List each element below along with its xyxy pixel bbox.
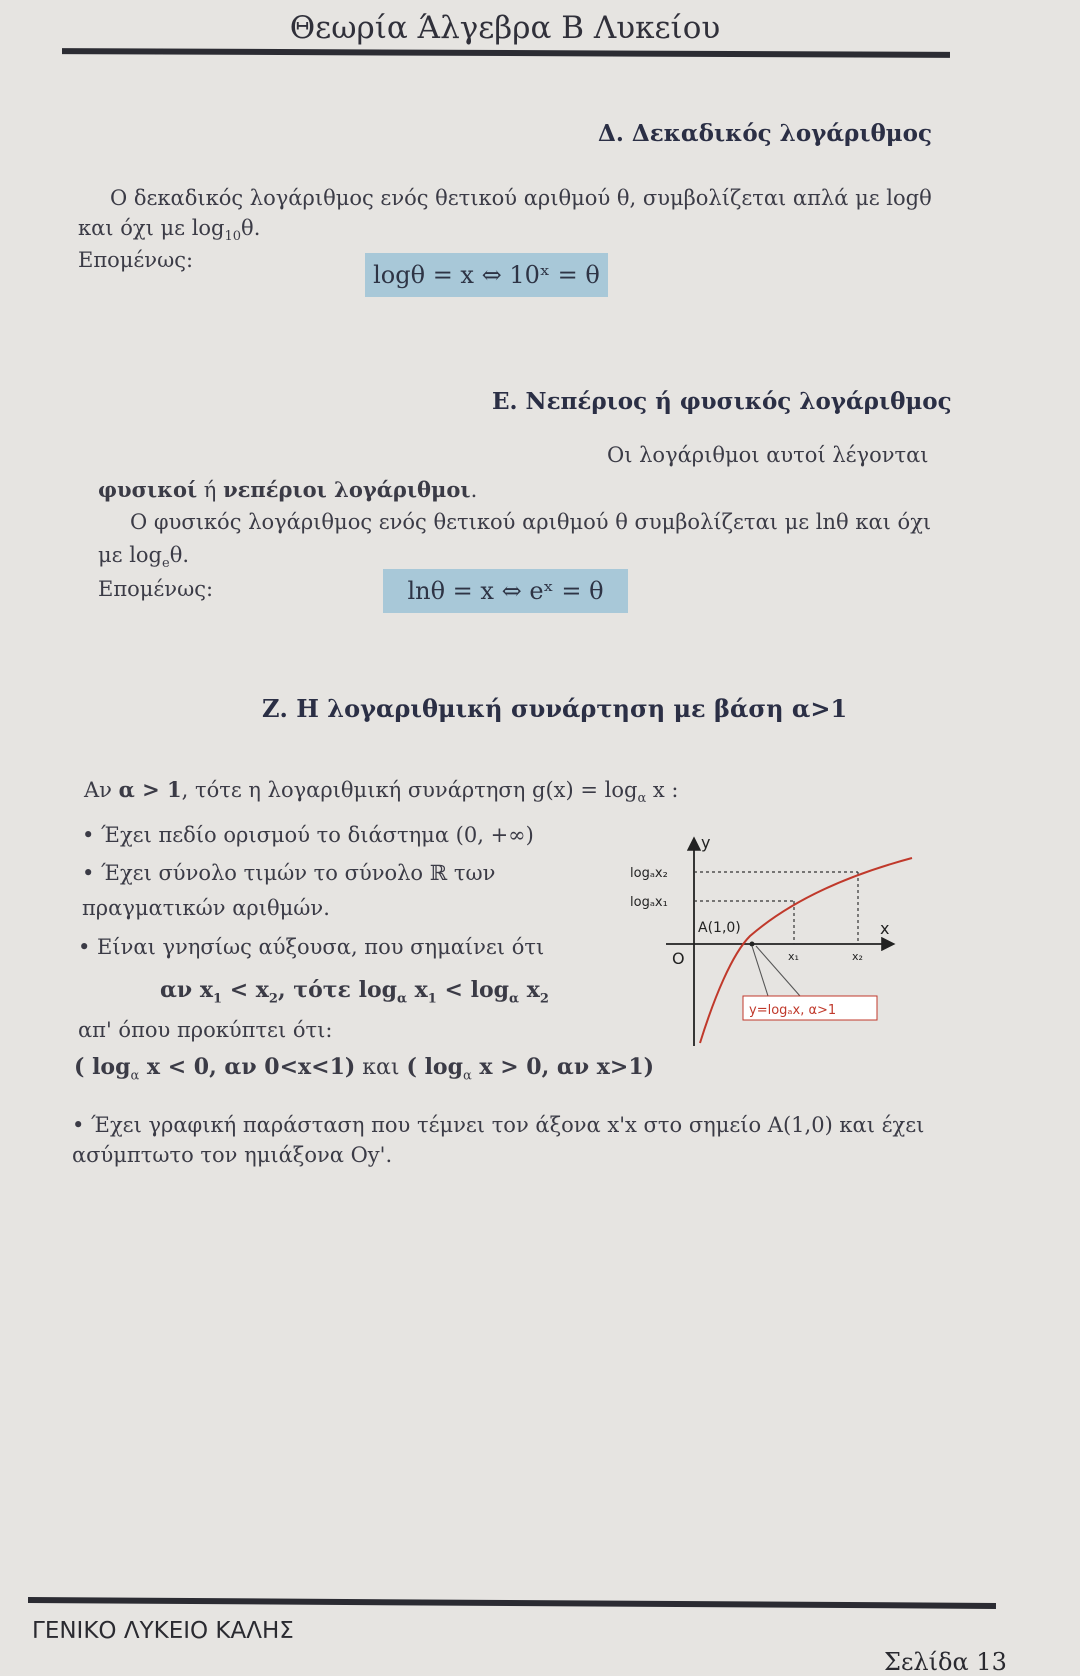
sign-results: ( $\log_\alpha x < 0$, αν 0<x<1) και ( $\log_\alpha x > 0$, αν x>1) [74, 1054, 655, 1084]
footer-page-number: Σελίδα 13 [884, 1648, 1007, 1676]
bullet-range-a: • Έχει σύνολο τιμών το σύνολο ℝ των [82, 861, 496, 885]
log-x1-label: logₐx₁ [630, 895, 668, 910]
section-z-intro: Αν α > 1, τότε η λογαριθμική συνάρτηση $g(x) = \log_\alpha x$ : [84, 777, 679, 807]
section-e-intro-right: Οι λογάριθμοι αυτοί λέγονται [607, 443, 929, 467]
header-rule [62, 48, 950, 58]
log-x2-label: logₐx₂ [630, 866, 668, 881]
x2-tick-label: x₂ [852, 950, 863, 963]
curve-label: y=logₐx, α>1 [749, 1003, 837, 1018]
section-e-heading: Ε. Νεπέριος ή φυσικός λογάριθμος [492, 388, 952, 415]
page-header-title: Θεωρία Άλγεβρα Β Λυκείου [289, 10, 721, 46]
section-e-line2: με $\log_e\theta$. [98, 543, 190, 572]
x-axis-label: x [880, 919, 890, 938]
footer-rule [28, 1597, 996, 1609]
point-a-label: A(1,0) [698, 920, 741, 936]
natural-log-formula-box: lnθ = x ⇔ eˣ = θ [383, 569, 628, 613]
bullet-increasing: • Είναι γνησίως αύξουσα, που σημαίνει ότι [78, 935, 545, 959]
section-z-heading: Ζ. Η λογαριθμική συνάρτηση με βάση α>1 [262, 694, 848, 723]
consequence-line: απ' όπου προκύπτει ότι: [78, 1018, 333, 1042]
section-d-line2: και όχι με $\log_{10}\theta$. [78, 216, 261, 245]
bullet-graph-b: ασύμπτωτο τον ημιάξονα Oy'. [72, 1143, 393, 1167]
section-e-line1: Ο φυσικός λογάριθμος ενός θετικού αριθμού θ συμβολίζεται με lnθ και όχι [130, 510, 932, 534]
bullet-domain: • Έχει πεδίο ορισμού το διάστημα (0, +∞) [82, 823, 534, 847]
monotonic-statement: αν $x_1 < x_2$, τότε $\log_\alpha x_1 < \log_\alpha x_2$ [160, 977, 549, 1007]
section-e-intro-line: φυσικοί ή νεπέριοι λογάριθμοι. [98, 477, 478, 502]
log-function-graph [630, 828, 920, 1048]
section-e-therefore: Επομένως: [98, 577, 214, 601]
point-a-marker [750, 942, 755, 947]
section-d-line1: Ο δεκαδικός λογάριθμος ενός θετικού αριθμού θ, συμβολίζεται απλά με logθ [110, 186, 932, 210]
bullet-range-b: πραγματικών αριθμών. [82, 896, 330, 920]
decimal-log-formula-box: logθ = x ⇔ 10ˣ = θ [365, 253, 608, 297]
y-axis-label: y [701, 833, 711, 852]
callout-line-1 [752, 946, 768, 996]
section-d-heading: Δ. Δεκαδικός λογάριθμος [598, 120, 932, 147]
section-d-therefore: Επομένως: [78, 248, 194, 272]
origin-label: O [672, 949, 685, 968]
footer-school-name: ΓΕΝΙΚΟ ΛΥΚΕΙΟ ΚΑΛΗΣ [32, 1618, 294, 1644]
bullet-graph-a: • Έχει γραφική παράσταση που τέμνει τον άξονα x'x στο σημείο Α(1,0) και έχει [72, 1113, 925, 1137]
x1-tick-label: x₁ [788, 950, 799, 963]
